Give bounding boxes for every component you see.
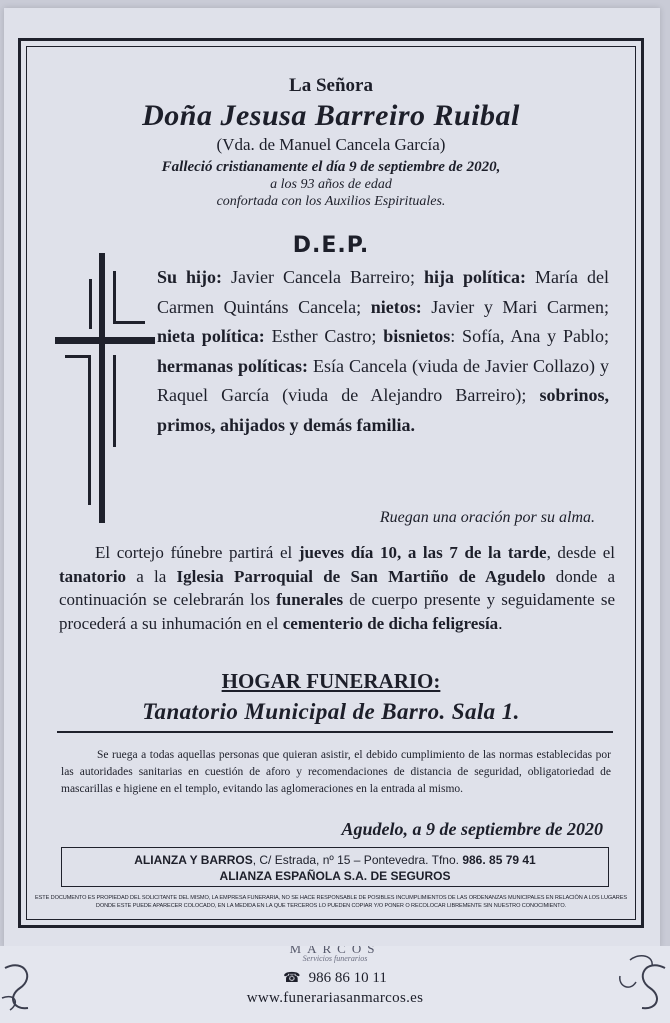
deceased-name: Doña Jesusa Barreiro Ruibal bbox=[142, 99, 520, 132]
plain-text: El cortejo fúnebre partirá el bbox=[95, 543, 299, 562]
age-line: a los 93 años de edad bbox=[270, 177, 392, 192]
family-paragraph bbox=[157, 263, 609, 440]
dep-heading: D.E.P. bbox=[292, 233, 370, 258]
inner-frame bbox=[26, 46, 636, 920]
company-phone: 986. 85 79 41 bbox=[462, 853, 536, 867]
cross-icon bbox=[55, 253, 155, 523]
footer-phone-number: 986 86 10 11 bbox=[308, 970, 387, 986]
widow-of: (Vda. de Manuel Cancela García) bbox=[216, 135, 446, 154]
insurer-name: ALIANZA ESPAÑOLA S.A. DE SEGUROS bbox=[219, 869, 451, 883]
emphasis-text: jueves día 10, a las 7 de la tarde bbox=[298, 543, 547, 562]
footer-website: www.funerariasanmarcos.es bbox=[246, 990, 424, 1006]
divider bbox=[57, 731, 613, 733]
header bbox=[27, 75, 635, 210]
outer-frame bbox=[18, 38, 644, 928]
prayer-request: Ruegan una oración por su alma. bbox=[379, 509, 595, 526]
plain-text: Javier Cancela Barreiro; bbox=[222, 267, 424, 287]
plain-text: donde a continuación se celebrarán los bbox=[59, 566, 615, 609]
footer-phone bbox=[0, 970, 670, 987]
plain-text: Javier y Mari Carmen; bbox=[421, 296, 609, 317]
disclaimer: ESTE DOCUMENTO ES PROPIEDAD DEL SOLICITANTE DEL MISMO, LA EMPRESA FUNERARIA, NO SE HACE RESPONSABLE DE POSIBLES INCUMPLIMIENTOS DE LAS ORDENANZAS MUNICIPALES EN RELACIÓN A LOS LUGARES DONDE ESTE PUEDE APARECER COLOCADO, EN LA MEDIDA EN LA QUE TERCEROS LO PUEDEN COPIAR Y/O PONER O RECOLOCAR LIBREMENTE SIN NUESTRO CONOCIMIENTO. bbox=[35, 895, 627, 909]
plain-text: a la bbox=[126, 566, 177, 586]
plain-text: Esther Castro; bbox=[264, 326, 384, 346]
company-box bbox=[61, 847, 609, 887]
plain-text: Esía Cancela (viuda de Javier Collazo) y Raquel García (viuda de Alejandro Barreiro); bbox=[157, 355, 609, 405]
health-notice: Se ruega a todas aquellas personas que quieran asistir, el debido cumplimiento de las normas establecidas por las autoridades sanitarias en cuestión de aforo y recomendaciones de distancia de seguridad, obligatoriedad de mascarillas e higiene en el templo, evitando las aglomeraciones en la entrada al mismo. bbox=[61, 749, 611, 795]
obituary-sheet bbox=[4, 8, 660, 948]
insurer-line bbox=[62, 868, 608, 884]
emphasis-text: nietos: bbox=[370, 296, 422, 317]
plain-text: : Sofía, Ana y Pablo; bbox=[450, 326, 609, 346]
company-name: ALIANZA Y BARROS bbox=[134, 853, 253, 867]
comfort-line: confortada con los Auxilios Espirituales. bbox=[216, 194, 446, 209]
emphasis-text: Iglesia Parroquial de San Martiño de Agudelo bbox=[176, 566, 546, 586]
plain-text: de cuerpo presente y seguidamente se procederá a su inhumación en el bbox=[59, 590, 616, 633]
salutation: La Señora bbox=[289, 75, 373, 96]
company-line bbox=[62, 852, 608, 868]
plain-text: María del Carmen Quintáns Cancela; bbox=[157, 267, 609, 317]
emphasis-text: funerales bbox=[276, 590, 344, 609]
date-place: Agudelo, a 9 de septiembre de 2020 bbox=[341, 819, 603, 839]
emphasis-text: sobrinos, primos, ahijados y demás familia. bbox=[157, 385, 609, 435]
plain-text: . bbox=[498, 613, 503, 633]
footer-sheet bbox=[0, 946, 670, 1023]
emphasis-text: hermanas políticas: bbox=[157, 355, 309, 376]
emphasis-text: nieta política: bbox=[157, 326, 265, 346]
cortege-paragraph bbox=[59, 541, 615, 635]
plain-text: , desde el bbox=[546, 543, 615, 562]
hogar-name: Tanatorio Municipal de Barro. Sala 1. bbox=[142, 699, 520, 724]
emphasis-text: Su hijo: bbox=[157, 267, 223, 287]
flourish-icon bbox=[610, 948, 670, 1018]
hogar-title: HOGAR FUNERARIO: bbox=[221, 669, 441, 693]
footer-logo: MARCOS bbox=[289, 946, 381, 956]
company-address: , C/ Estrada, nº 15 – Pontevedra. Tfno. bbox=[252, 853, 463, 867]
emphasis-text: bisnietos bbox=[383, 326, 451, 346]
emphasis-text: cementerio de dicha feligresía bbox=[282, 613, 499, 633]
emphasis-text: tanatorio bbox=[59, 566, 127, 586]
emphasis-text: hija política: bbox=[423, 267, 526, 287]
footer-subtitle: Servicios funerarios bbox=[302, 954, 368, 963]
phone-icon: ☎ bbox=[283, 970, 301, 986]
death-date: Falleció cristianamente el día 9 de septiembre de 2020, bbox=[161, 159, 501, 175]
